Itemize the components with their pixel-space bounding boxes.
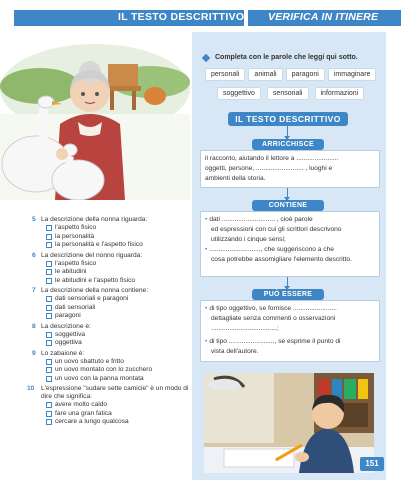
question-text: La descrizione della nonna riguarda: <box>41 216 148 223</box>
word-chip: soggettivo <box>217 87 261 100</box>
answer-option[interactable] <box>46 366 190 375</box>
arricchisce-text-b: oggetti, persone, .......................... , luoghi e <box>205 165 333 172</box>
answer-option[interactable] <box>46 410 190 419</box>
question-number: 10 <box>27 385 35 392</box>
checkbox[interactable] <box>46 332 52 338</box>
question-text: Lo zabaione è: <box>41 349 85 357</box>
arricchisce-text-c: ambienti della storia. <box>205 175 266 182</box>
word-chip: informazioni <box>315 87 365 100</box>
puo-essere-label: PUÒ ESSERE <box>252 289 324 300</box>
puo-essere-item-1 <box>205 304 375 314</box>
down-arrow-icon <box>287 277 288 286</box>
answer-option[interactable] <box>46 224 190 233</box>
question-number: 9 <box>32 349 36 357</box>
checkbox[interactable] <box>46 367 52 373</box>
question-number: 7 <box>32 287 36 294</box>
child-studying-photo <box>204 373 374 473</box>
puo-essere-item1-b: dettagliate senza commenti o osservazioni <box>211 315 336 322</box>
option-label: paragoni <box>55 312 81 319</box>
contiene-item2-a: ............................, che suggeriscono a che <box>209 246 334 253</box>
question-number: 6 <box>32 251 36 259</box>
option-label: cercare a lungo qualcosa <box>55 418 129 425</box>
question-8 <box>32 323 190 348</box>
question-6 <box>32 252 190 286</box>
checkbox[interactable] <box>46 340 52 346</box>
option-label: un uovo montato con lo zucchero <box>55 366 153 373</box>
checkbox[interactable] <box>46 359 52 365</box>
answer-option[interactable] <box>46 233 190 242</box>
puo-essere-item1-c: ....................................; <box>211 325 279 332</box>
bullet-icon: • <box>205 216 208 223</box>
puo-essere-item-2 <box>205 337 375 347</box>
answer-option[interactable] <box>46 331 190 340</box>
answer-option[interactable] <box>46 375 190 384</box>
word-chip: animali <box>248 68 282 81</box>
checkbox[interactable] <box>46 242 52 248</box>
checkbox[interactable] <box>46 402 52 408</box>
option-label: soggettiva <box>55 330 86 338</box>
question-text: L'espressione "sudare sette camicie" è un modo di dire che significa: <box>41 385 189 400</box>
question-number: 8 <box>32 322 36 330</box>
checkbox[interactable] <box>46 278 52 284</box>
puo-essere-item1-a: di tipo oggettivo, se fornisce ........................ <box>209 305 337 312</box>
down-arrow-icon <box>287 188 288 197</box>
checkbox[interactable] <box>46 305 52 311</box>
answer-option[interactable] <box>46 295 190 304</box>
checkbox[interactable] <box>46 269 52 275</box>
question-9 <box>32 350 190 384</box>
contiene-item1-c: utilizzando i cinque sensi; <box>211 236 286 243</box>
instruction <box>203 54 358 61</box>
checkbox[interactable] <box>46 313 52 319</box>
header-separator <box>244 9 248 27</box>
diagram-title: IL TESTO DESCRITTIVO <box>228 112 348 126</box>
option-label: l'aspetto fisico <box>55 224 97 231</box>
puo-essere-item2-a: di tipo ........................., se esprime il punto di <box>209 338 341 345</box>
grandmother-illustration <box>0 34 190 200</box>
word-chip: personali <box>205 68 245 81</box>
word-bank-row-2 <box>217 87 364 100</box>
option-label: la personalità <box>55 232 95 240</box>
answer-option[interactable] <box>46 304 190 313</box>
bullet-icon: • <box>205 246 208 253</box>
contiene-label: CONTIENE <box>252 200 324 211</box>
word-chip: paragoni <box>286 68 325 81</box>
question-text: La descrizione della nonna contiene: <box>41 287 149 294</box>
answer-option[interactable] <box>46 418 190 427</box>
option-label: un uovo con la panna montata <box>55 374 144 382</box>
contiene-box <box>200 211 380 277</box>
checkbox[interactable] <box>46 419 52 425</box>
contiene-item-1 <box>205 215 375 225</box>
puo-essere-box <box>200 300 380 362</box>
option-label: l'aspetto fisico <box>55 259 97 267</box>
option-label: dati sensoriali <box>55 303 96 311</box>
answer-option[interactable] <box>46 268 190 277</box>
question-7 <box>32 287 190 321</box>
answer-option[interactable] <box>46 312 190 321</box>
answer-option[interactable] <box>46 241 190 250</box>
header-subtitle: VERIFICA IN ITINERE <box>268 11 379 23</box>
checkbox[interactable] <box>46 225 52 231</box>
question-10 <box>27 385 190 427</box>
diamond-bullet-icon <box>202 53 210 61</box>
checkbox[interactable] <box>46 296 52 302</box>
question-5 <box>32 216 190 250</box>
instruction-text: Completa con le parole che leggi qui sotto. <box>215 54 358 61</box>
question-text: La descrizione è: <box>41 322 91 330</box>
answer-option[interactable] <box>46 260 190 269</box>
page-number: 151 <box>360 457 384 471</box>
puo-essere-item2-b: vista dell'autore. <box>211 348 259 355</box>
answer-option[interactable] <box>46 401 190 410</box>
answer-option[interactable] <box>46 277 190 286</box>
checkbox[interactable] <box>46 261 52 267</box>
bullet-icon: • <box>205 305 208 312</box>
question-number: 5 <box>32 216 36 223</box>
contiene-item1-b: ed espressioni con cui gli scrittori descrivono <box>211 226 342 233</box>
section-title: IL TESTO DESCRITTIVO <box>118 11 245 23</box>
down-arrow-icon <box>287 126 288 136</box>
question-text: La descrizione del nonno riguarda: <box>41 251 143 259</box>
word-bank-row-1 <box>205 68 376 81</box>
option-label: le abitudini e l'aspetto fisico <box>55 276 136 284</box>
option-label: avere molto caldo <box>55 401 108 408</box>
contiene-item-2 <box>205 245 375 255</box>
page-header <box>0 0 401 34</box>
checkbox[interactable] <box>46 234 52 240</box>
option-label: dati sensoriali e paragoni <box>55 295 129 302</box>
answer-option[interactable] <box>46 339 190 348</box>
contiene-item1-a: dati ............................. , cioè parole <box>209 216 313 223</box>
contiene-item2-b: cosa potrebbe assomigliare l'elemento descritto. <box>211 256 352 263</box>
arricchisce-text-a: il racconto, aiutando il lettore a ....................... <box>205 155 339 162</box>
option-label: oggettiva <box>55 339 82 346</box>
word-chip: immaginare <box>328 68 377 81</box>
bullet-icon: • <box>205 338 208 345</box>
option-label: fare una gran fatica <box>55 409 112 417</box>
checkbox[interactable] <box>46 411 52 417</box>
option-label: le abitudini <box>55 268 87 275</box>
checkbox[interactable] <box>46 376 52 382</box>
word-chip: sensoriali <box>267 87 309 100</box>
option-label: la personalità e l'aspetto fisico <box>55 241 143 248</box>
option-label: un uovo sbattuto e fritto <box>55 357 124 365</box>
arricchisce-label: ARRICCHISCE <box>252 139 324 150</box>
answer-option[interactable] <box>46 358 190 367</box>
arricchisce-box <box>200 150 380 188</box>
questions-list <box>27 216 190 429</box>
